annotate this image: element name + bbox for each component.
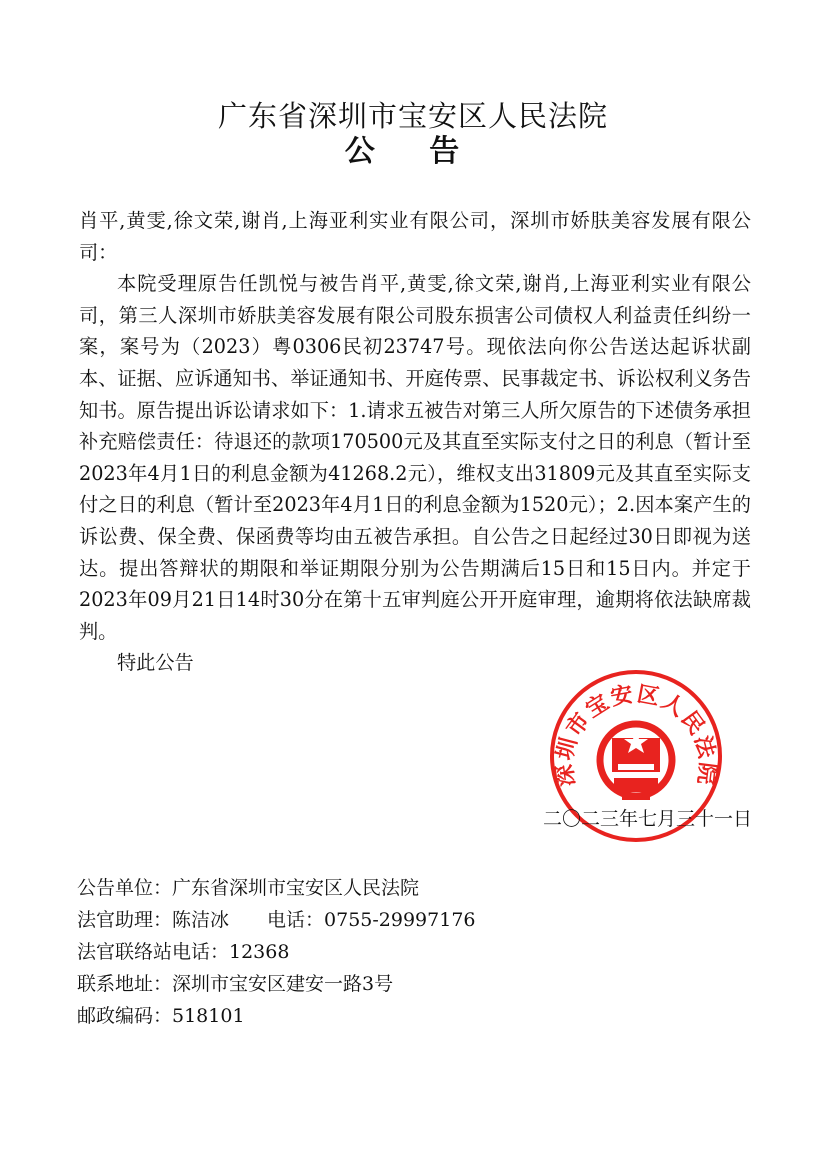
national-emblem-icon bbox=[600, 724, 672, 800]
assistant-phone: 电话：0755-29997176 bbox=[267, 909, 476, 931]
court-name-title: 广东省深圳市宝安区人民法院 bbox=[217, 99, 608, 133]
addressees: 肖平,黄雯,徐文荣,谢肖,上海亚利实业有限公司，深圳市娇肤美容发展有限公司： bbox=[79, 209, 751, 264]
notice-date: 二〇二三年七月三十一日 bbox=[542, 808, 752, 830]
judge-assistant: 法官助理：陈洁冰 bbox=[77, 909, 230, 931]
notice-heading: 公 告 bbox=[344, 134, 482, 169]
notice-body bbox=[79, 205, 751, 679]
contact-info bbox=[77, 872, 757, 1032]
postal-code: 邮政编码：518101 bbox=[77, 1005, 245, 1027]
liaison-station-phone: 法官联络站电话：12368 bbox=[77, 941, 290, 963]
seal-text: 深圳市宝安区人民法院 bbox=[552, 681, 720, 788]
assistant-line bbox=[77, 904, 757, 936]
contact-address: 联系地址：深圳市宝安区建安一路3号 bbox=[77, 973, 394, 995]
issuing-unit: 公告单位：广东省深圳市宝安区人民法院 bbox=[77, 877, 420, 899]
closing-line: 特此公告 bbox=[117, 651, 194, 675]
notice-paragraph: 本院受理原告任凯悦与被告肖平,黄雯,徐文荣,谢肖,上海亚利实业有限公司，第三人深圳市娇肤美容发展有限公司股东损害公司债权人利益责任纠纷一案，案号为（2023）粤0306民初23747号。现依法向你公告送达起诉状副本、证据、应诉通知书、举证通知书、开庭传票、民事裁定书、诉讼权利义务告知书。原告提出诉讼请求如下：1.请求五被告对第三人所欠原告的下述债务承担补充赔偿责任：待退还的款项170500元及其直至实际支付之日的利息（暂计至2023年4月1日的利息金额为41268.2元），维权支出31809元及其直至实际支付之日的利息（暂计至2023年4月1日的利息金额为1520元）；2.因本案产生的诉讼费、保全费、保函费等均由五被告承担。自公告之日起经过30日即视为送达。提出答辩状的期限和举证期限分别为公告期满后15日和15日内。并定于2023年09月21日14时30分在第十五审判庭公开开庭审理，逾期将依法缺席裁判。 bbox=[79, 272, 751, 643]
